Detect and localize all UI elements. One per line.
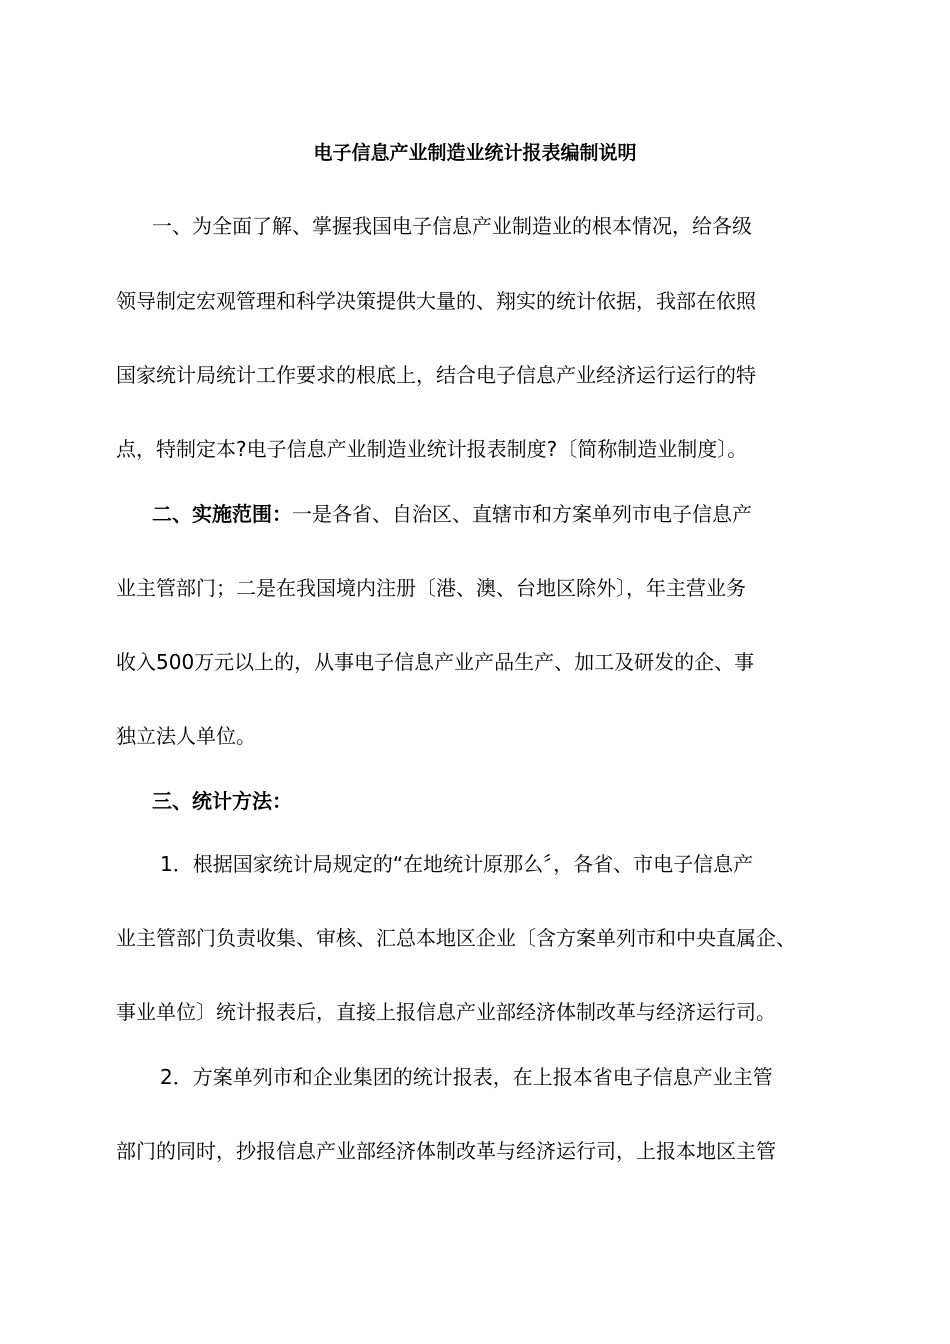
section3-item2-line-1: 2．方案单列市和企业集团的统计报表，在上报本省电子信息产业主管 [160, 1065, 773, 1089]
section3-item1-line-3: 事业单位〕统计报表后，直接上报信息产业部经济体制改革与经济运行司。 [116, 1000, 776, 1024]
section1-line-4: 点，特制定本?电子信息产业制造业统计报表制度?〔简称制造业制度〕。 [116, 437, 748, 461]
section2-line-4: 独立法人单位。 [116, 724, 256, 748]
document-title: 电子信息产业制造业统计报表编制说明 [313, 142, 637, 164]
section3-item1-line-2: 业主管部门负责收集、审核、汇总本地区企业〔含方案单列市和中央直属企、 [116, 926, 796, 950]
section2-first-line-rest: 一是各省、自治区、直辖市和方案单列市电子信息产 [292, 502, 752, 526]
section3-heading: 三、统计方法： [152, 789, 292, 813]
section3-item2-line-2: 部门的同时，抄报信息产业部经济体制改革与经济运行司，上报本地区主管 [116, 1139, 776, 1163]
section2-line-2: 业主管部门；二是在我国境内注册〔港、澳、台地区除外〕，年主营业务 [116, 576, 746, 600]
section2-line-1 [152, 499, 752, 529]
section1-line-3: 国家统计局统计工作要求的根底上，结合电子信息产业经济运行运行的特 [116, 363, 756, 387]
section1-line-2: 领导制定宏观管理和科学决策提供大量的、翔实的统计依据，我部在依照 [116, 289, 756, 313]
section2-heading: 二、实施范围： [152, 502, 292, 526]
section3-item1-line-1: 1．根据国家统计局规定的“在地统计原那么〞，各省、市电子信息产 [160, 852, 754, 876]
section1-line-1: 一、为全面了解、掌握我国电子信息产业制造业的根本情况，给各级 [152, 214, 752, 238]
section2-line-3: 收入500万元以上的，从事电子信息产业产品生产、加工及研发的企、事 [116, 650, 755, 674]
